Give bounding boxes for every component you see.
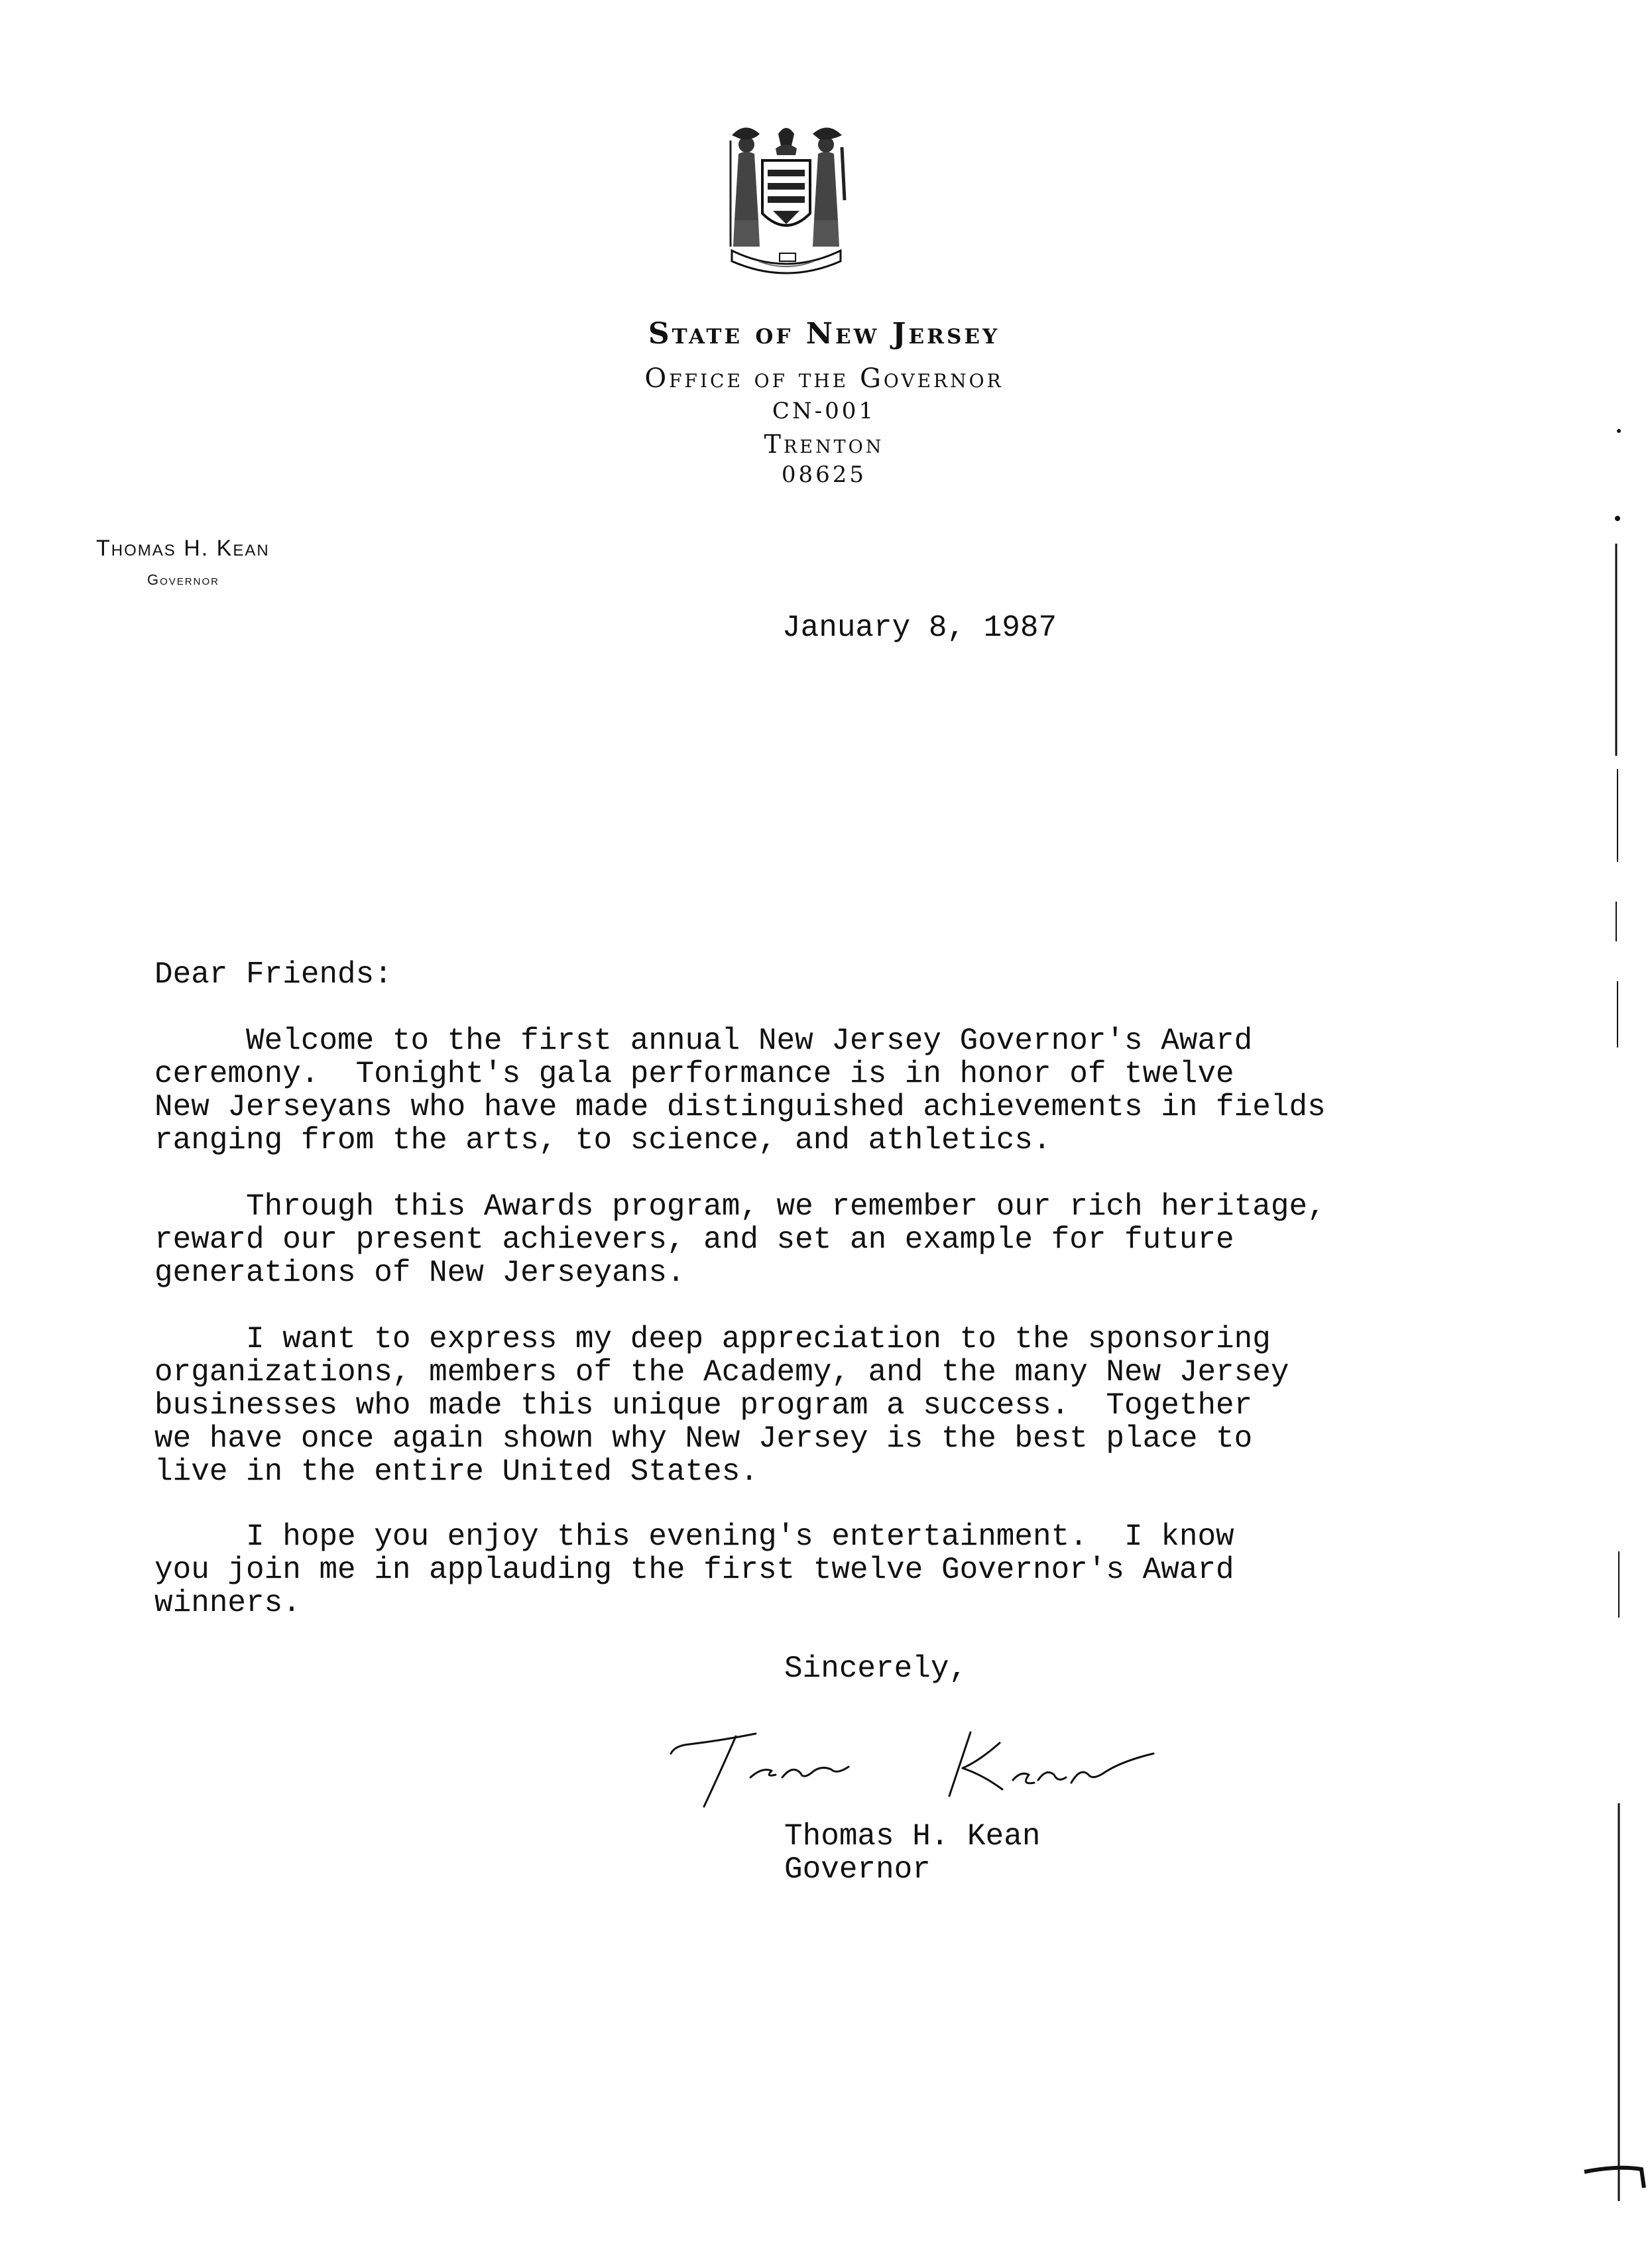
- signer-title: Governor: [784, 1852, 931, 1887]
- body-paragraph: Through this Awards program, we remember our rich heritage, reward our present achievers, and set an example for future generations of New Jerseyans.: [154, 1189, 1326, 1290]
- body-paragraph: I want to express my deep appreciation to the sponsoring organizations, members of the Academy, and the many New Jersey businesses who made this unique program a success. Together we have once again shown why New Jersey is the best place to live in the entire United States.: [154, 1322, 1289, 1489]
- handwritten-signature: [663, 1714, 1167, 1813]
- state-seal-icon: [719, 121, 854, 280]
- letterhead-state: State of New Jersey: [648, 317, 1000, 351]
- sender-name: Thomas H. Kean: [96, 536, 270, 561]
- letterhead-zip: 08625: [781, 461, 867, 488]
- body-paragraph: I hope you enjoy this evening's entertainment. I know you join me in applauding the first twelve Governor's Award winners.: [154, 1520, 1234, 1620]
- closing: Sincerely,: [784, 1651, 968, 1686]
- body-paragraph: Welcome to the first annual New Jersey Governor's Award ceremony. Tonight's gala performance is in honor of twelve New Jerseyans who have made distinguished achievements in fields ranging from the arts, to science, and athletics.: [154, 1024, 1326, 1158]
- letterhead-box: CN-001: [772, 398, 876, 424]
- letterhead-office: Office of the Governor: [644, 363, 1004, 394]
- letterhead-city: Trenton: [764, 430, 884, 459]
- scan-edge-artifact: [1578, 345, 1648, 2254]
- salutation: Dear Friends:: [154, 957, 392, 992]
- letter-date: January 8, 1987: [782, 611, 1057, 645]
- sender-title: Governor: [147, 571, 219, 588]
- signer-name: Thomas H. Kean: [784, 1819, 1041, 1854]
